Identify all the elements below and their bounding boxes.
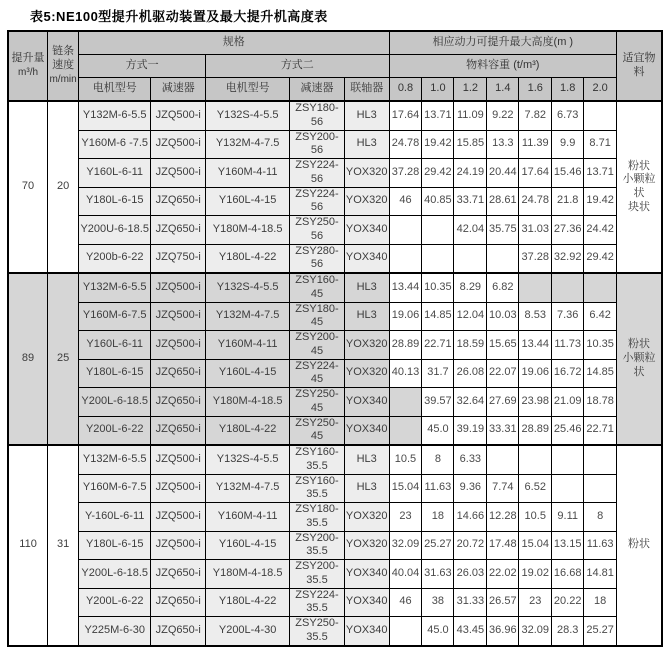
lift-cell: 70: [8, 101, 48, 273]
table-row: [8, 331, 662, 360]
table-header: [8, 31, 662, 101]
material-cell: [617, 273, 662, 445]
coupling-cell: YOX320: [344, 359, 389, 388]
table-row: [8, 388, 662, 417]
coupling-cell: YOX320: [344, 331, 389, 360]
height-value-cell: 19.06: [519, 359, 552, 388]
coupling-cell: YOX340: [344, 560, 389, 589]
table-row: [8, 187, 662, 216]
height-value-cell: 23.98: [519, 388, 552, 417]
height-value-cell: 8.53: [519, 302, 552, 331]
header-density-0.8: 0.8: [389, 78, 422, 102]
height-value-cell: 19.02: [519, 560, 552, 589]
height-value-cell: 20.22: [552, 588, 584, 617]
height-value-cell: 45.0: [422, 617, 454, 646]
height-value-cell: 12.04: [454, 302, 487, 331]
height-value-cell: [422, 244, 454, 273]
height-value-cell: [389, 388, 422, 417]
reducer1-cell: JZQ500-i: [151, 159, 206, 188]
height-value-cell: 35.75: [487, 216, 519, 245]
height-value-cell: 39.19: [454, 416, 487, 445]
height-value-cell: [584, 445, 617, 474]
height-value-cell: 7.82: [519, 101, 552, 130]
height-value-cell: 26.08: [454, 359, 487, 388]
table-row: [8, 101, 662, 130]
lift-cell: 89: [8, 273, 48, 445]
height-value-cell: [487, 445, 519, 474]
header-density-2.0: 2.0: [584, 78, 617, 102]
table-row: [8, 130, 662, 159]
motor1-cell: Y160L-6-11: [79, 159, 151, 188]
table-row: [8, 273, 662, 302]
height-value-cell: 32.64: [454, 388, 487, 417]
header-reducer2: 减速器: [290, 78, 345, 102]
height-value-cell: [584, 101, 617, 130]
height-value-cell: 9.9: [552, 130, 584, 159]
height-value-cell: 14.85: [422, 302, 454, 331]
reducer1-cell: JZQ500-i: [151, 474, 206, 503]
height-value-cell: 11.39: [519, 130, 552, 159]
motor1-cell: Y200L-6-18.5: [79, 560, 151, 589]
height-value-cell: 6.52: [519, 474, 552, 503]
height-value-cell: 40.04: [389, 560, 422, 589]
height-value-cell: 10.03: [487, 302, 519, 331]
motor2-cell: Y132M-4-7.5: [206, 302, 290, 331]
height-value-cell: 46: [389, 187, 422, 216]
height-value-cell: 45.0: [422, 416, 454, 445]
header-density-1.6: 1.6: [519, 78, 552, 102]
reducer2-cell: ZSY180-35.5: [290, 503, 345, 532]
height-value-cell: 19.42: [584, 187, 617, 216]
height-value-cell: 15.04: [389, 474, 422, 503]
motor1-cell: Y200L-6-22: [79, 416, 151, 445]
page-title: 表5:NE100型提升机驱动装置及最大提升机高度表: [30, 9, 328, 24]
reducer2-cell: ZSY160-35.5: [290, 445, 345, 474]
header-mode2: 方式二: [206, 55, 389, 78]
height-value-cell: 19.42: [422, 130, 454, 159]
table-row: [8, 617, 662, 646]
reducer2-cell: ZSY180-45: [290, 302, 345, 331]
table-row: [8, 416, 662, 445]
motor1-cell: Y160M-6-7.5: [79, 302, 151, 331]
header-chain-line1: 链条: [52, 45, 75, 58]
height-value-cell: [389, 617, 422, 646]
height-value-cell: 8.71: [584, 130, 617, 159]
height-value-cell: 13.71: [584, 159, 617, 188]
table-row: [8, 216, 662, 245]
reducer2-cell: ZSY250-56: [290, 216, 345, 245]
reducer1-cell: JZQ650-i: [151, 560, 206, 589]
header-mode1: 方式一: [79, 55, 206, 78]
motor1-cell: Y160L-6-11: [79, 331, 151, 360]
height-value-cell: 18.78: [584, 388, 617, 417]
height-value-cell: 16.68: [552, 560, 584, 589]
height-value-cell: 26.57: [487, 588, 519, 617]
motor1-cell: Y132M-6-5.5: [79, 273, 151, 302]
motor1-cell: Y132M-6-5.5: [79, 445, 151, 474]
material-line: 粉状: [628, 538, 651, 551]
reducer2-cell: ZSY200-56: [290, 130, 345, 159]
table-body: [8, 101, 662, 646]
coupling-cell: HL3: [344, 273, 389, 302]
coupling-cell: YOX320: [344, 503, 389, 532]
reducer1-cell: JZQ650-i: [151, 187, 206, 216]
table-row: [8, 302, 662, 331]
height-value-cell: 28.61: [487, 187, 519, 216]
height-value-cell: 40.85: [422, 187, 454, 216]
motor2-cell: Y160L-4-15: [206, 531, 290, 560]
coupling-cell: YOX320: [344, 159, 389, 188]
height-value-cell: 31.33: [454, 588, 487, 617]
height-value-cell: 17.48: [487, 531, 519, 560]
motor1-cell: Y-160L-6-11: [79, 503, 151, 532]
height-value-cell: 7.36: [552, 302, 584, 331]
height-value-cell: 37.28: [389, 159, 422, 188]
table-row: [8, 474, 662, 503]
header-chain-line2: 速度: [52, 59, 75, 72]
height-value-cell: 6.82: [487, 273, 519, 302]
header-density-1.0: 1.0: [422, 78, 454, 102]
height-value-cell: 23: [389, 503, 422, 532]
height-value-cell: 6.73: [552, 101, 584, 130]
height-value-cell: 20.72: [454, 531, 487, 560]
height-value-cell: 24.42: [584, 216, 617, 245]
material-line: 粉状: [628, 159, 651, 172]
height-value-cell: 18.59: [454, 331, 487, 360]
motor2-cell: Y132S-4-5.5: [206, 273, 290, 302]
height-value-cell: [519, 273, 552, 302]
material-line: 粉状: [628, 338, 651, 351]
height-value-cell: 25.46: [552, 416, 584, 445]
material-cell: [617, 101, 662, 273]
height-value-cell: 28.89: [389, 331, 422, 360]
height-value-cell: [552, 445, 584, 474]
header-spec: 规格: [79, 31, 389, 55]
height-value-cell: 10.35: [584, 331, 617, 360]
header-density-1.4: 1.4: [487, 78, 519, 102]
height-value-cell: [519, 445, 552, 474]
reducer2-cell: ZSY250-45: [290, 388, 345, 417]
header-reducer1: 减速器: [151, 78, 206, 102]
height-value-cell: 11.63: [584, 531, 617, 560]
reducer2-cell: ZSY200-45: [290, 331, 345, 360]
height-value-cell: 13.44: [519, 331, 552, 360]
height-value-cell: 24.19: [454, 159, 487, 188]
height-value-cell: 31.63: [422, 560, 454, 589]
height-value-cell: [422, 216, 454, 245]
motor2-cell: Y180M-4-18.5: [206, 216, 290, 245]
motor1-cell: Y200b-6-22: [79, 244, 151, 273]
height-value-cell: [552, 273, 584, 302]
reducer2-cell: ZSY280-56: [290, 244, 345, 273]
height-value-cell: 8.29: [454, 273, 487, 302]
height-value-cell: 19.06: [389, 302, 422, 331]
height-value-cell: 21.09: [552, 388, 584, 417]
height-value-cell: 28.89: [519, 416, 552, 445]
motor2-cell: Y200L-4-30: [206, 617, 290, 646]
height-value-cell: 18: [584, 588, 617, 617]
height-value-cell: 28.3: [552, 617, 584, 646]
coupling-cell: YOX340: [344, 416, 389, 445]
coupling-cell: HL3: [344, 474, 389, 503]
reducer1-cell: JZQ500-i: [151, 273, 206, 302]
header-lift: [8, 31, 48, 101]
header-coupling: 联轴器: [344, 78, 389, 102]
height-value-cell: 9.36: [454, 474, 487, 503]
motor2-cell: Y132M-4-7.5: [206, 474, 290, 503]
coupling-cell: HL3: [344, 130, 389, 159]
reducer2-cell: ZSY160-35.5: [290, 474, 345, 503]
table-row: [8, 359, 662, 388]
motor1-cell: Y160M-6 -7.5: [79, 130, 151, 159]
motor2-cell: Y160M-4-11: [206, 331, 290, 360]
motor2-cell: Y180L-4-22: [206, 244, 290, 273]
height-value-cell: 13.71: [422, 101, 454, 130]
reducer1-cell: JZQ500-i: [151, 101, 206, 130]
height-value-cell: 31.7: [422, 359, 454, 388]
height-value-cell: 13.15: [552, 531, 584, 560]
height-value-cell: 8: [422, 445, 454, 474]
height-value-cell: 24.78: [389, 130, 422, 159]
height-value-cell: 27.36: [552, 216, 584, 245]
height-value-cell: 6.33: [454, 445, 487, 474]
height-value-cell: 29.42: [584, 244, 617, 273]
reducer2-cell: ZSY180-56: [290, 101, 345, 130]
height-value-cell: 15.46: [552, 159, 584, 188]
motor2-cell: Y180M-4-18.5: [206, 388, 290, 417]
coupling-cell: YOX320: [344, 187, 389, 216]
reducer2-cell: ZSY200-35.5: [290, 560, 345, 589]
height-value-cell: 11.63: [422, 474, 454, 503]
height-value-cell: 26.03: [454, 560, 487, 589]
motor1-cell: Y180L-6-15: [79, 531, 151, 560]
coupling-cell: YOX340: [344, 388, 389, 417]
header-motor2: 电机型号: [206, 78, 290, 102]
motor1-cell: Y225M-6-30: [79, 617, 151, 646]
height-value-cell: 33.71: [454, 187, 487, 216]
table-row: [8, 560, 662, 589]
height-value-cell: 37.28: [519, 244, 552, 273]
material-cell: [617, 445, 662, 646]
height-value-cell: 15.65: [487, 331, 519, 360]
height-value-cell: 7.74: [487, 474, 519, 503]
speed-cell: 31: [48, 445, 79, 646]
height-value-cell: 17.64: [389, 101, 422, 130]
header-density-1.8: 1.8: [552, 78, 584, 102]
height-value-cell: 22.02: [487, 560, 519, 589]
coupling-cell: HL3: [344, 302, 389, 331]
height-value-cell: 8: [584, 503, 617, 532]
coupling-cell: YOX340: [344, 216, 389, 245]
height-value-cell: 31.03: [519, 216, 552, 245]
table-row: [8, 159, 662, 188]
height-value-cell: [389, 416, 422, 445]
header-lift-unit: m³/h: [18, 67, 39, 78]
height-value-cell: 40.13: [389, 359, 422, 388]
height-value-cell: 6.42: [584, 302, 617, 331]
height-value-cell: 39.57: [422, 388, 454, 417]
material-line: 小颗粒状: [622, 352, 656, 378]
motor2-cell: Y160L-4-15: [206, 359, 290, 388]
height-value-cell: 43.45: [454, 617, 487, 646]
motor2-cell: Y180L-4-22: [206, 416, 290, 445]
header-material-label: 适宜物料: [622, 52, 656, 78]
height-value-cell: 42.04: [454, 216, 487, 245]
height-value-cell: 14.66: [454, 503, 487, 532]
height-value-cell: 32.92: [552, 244, 584, 273]
height-value-cell: 11.73: [552, 331, 584, 360]
height-value-cell: 36.96: [487, 617, 519, 646]
height-value-cell: 9.22: [487, 101, 519, 130]
height-value-cell: 14.85: [584, 359, 617, 388]
motor2-cell: Y132S-4-5.5: [206, 445, 290, 474]
table-row: [8, 531, 662, 560]
coupling-cell: YOX340: [344, 617, 389, 646]
speed-cell: 25: [48, 273, 79, 445]
coupling-cell: YOX340: [344, 588, 389, 617]
reducer1-cell: JZQ650-i: [151, 617, 206, 646]
reducer2-cell: ZSY250-45: [290, 416, 345, 445]
table-row: [8, 244, 662, 273]
header-density: 物料容重 (t/m³): [389, 55, 617, 78]
height-value-cell: 10.35: [422, 273, 454, 302]
height-value-cell: [584, 474, 617, 503]
height-value-cell: 32.09: [519, 617, 552, 646]
speed-cell: 20: [48, 101, 79, 273]
height-value-cell: 23: [519, 588, 552, 617]
table-row: [8, 445, 662, 474]
reducer1-cell: JZQ750-i: [151, 244, 206, 273]
motor1-cell: Y180L-6-15: [79, 187, 151, 216]
motor2-cell: Y132S-4-5.5: [206, 101, 290, 130]
header-material: [617, 31, 662, 101]
reducer2-cell: ZSY224-56: [290, 187, 345, 216]
coupling-cell: HL3: [344, 101, 389, 130]
reducer1-cell: JZQ650-i: [151, 216, 206, 245]
reducer2-cell: ZSY160-45: [290, 273, 345, 302]
motor1-cell: Y180L-6-15: [79, 359, 151, 388]
reducer2-cell: ZSY200-35.5: [290, 531, 345, 560]
hoist-spec-table: [7, 30, 663, 647]
coupling-cell: HL3: [344, 445, 389, 474]
motor2-cell: Y160M-4-11: [206, 159, 290, 188]
table-row: [8, 503, 662, 532]
height-value-cell: 14.81: [584, 560, 617, 589]
reducer2-cell: ZSY224-45: [290, 359, 345, 388]
height-value-cell: 12.28: [487, 503, 519, 532]
height-value-cell: 22.71: [584, 416, 617, 445]
height-value-cell: 46: [389, 588, 422, 617]
motor2-cell: Y180L-4-22: [206, 588, 290, 617]
lift-cell: 110: [8, 445, 48, 646]
reducer1-cell: JZQ500-i: [151, 503, 206, 532]
height-value-cell: 22.07: [487, 359, 519, 388]
motor1-cell: Y132M-6-5.5: [79, 101, 151, 130]
material-line: 小颗粒状: [622, 173, 656, 199]
height-value-cell: 22.71: [422, 331, 454, 360]
height-value-cell: 38: [422, 588, 454, 617]
reducer1-cell: JZQ500-i: [151, 531, 206, 560]
reducer1-cell: JZQ650-i: [151, 588, 206, 617]
height-value-cell: 16.72: [552, 359, 584, 388]
height-value-cell: 10.5: [519, 503, 552, 532]
coupling-cell: YOX340: [344, 244, 389, 273]
reducer1-cell: JZQ500-i: [151, 331, 206, 360]
motor2-cell: Y160M-4-11: [206, 503, 290, 532]
height-value-cell: 13.3: [487, 130, 519, 159]
table-row: [8, 588, 662, 617]
header-max-height: 相应动力可提升最大高度(m ): [389, 31, 617, 55]
motor2-cell: Y132M-4-7.5: [206, 130, 290, 159]
motor1-cell: Y200L-6-18.5: [79, 388, 151, 417]
reducer1-cell: JZQ650-i: [151, 416, 206, 445]
height-value-cell: 32.09: [389, 531, 422, 560]
reducer1-cell: JZQ500-i: [151, 302, 206, 331]
height-value-cell: 20.44: [487, 159, 519, 188]
reducer1-cell: JZQ500-i: [151, 130, 206, 159]
reducer1-cell: JZQ500-i: [151, 445, 206, 474]
height-value-cell: [454, 244, 487, 273]
header-chain-unit: m/min: [49, 73, 77, 85]
height-value-cell: 18: [422, 503, 454, 532]
height-value-cell: 17.64: [519, 159, 552, 188]
reducer2-cell: ZSY224-35.5: [290, 588, 345, 617]
motor1-cell: Y200L-6-22: [79, 588, 151, 617]
material-line: 块状: [628, 200, 651, 213]
height-value-cell: 13.44: [389, 273, 422, 302]
height-value-cell: 15.04: [519, 531, 552, 560]
reducer2-cell: ZSY224-56: [290, 159, 345, 188]
header-density-1.2: 1.2: [454, 78, 487, 102]
motor2-cell: Y160L-4-15: [206, 187, 290, 216]
height-value-cell: [389, 244, 422, 273]
motor2-cell: Y180M-4-18.5: [206, 560, 290, 589]
height-value-cell: 24.78: [519, 187, 552, 216]
reducer1-cell: JZQ650-i: [151, 388, 206, 417]
reducer2-cell: ZSY250-35.5: [290, 617, 345, 646]
header-lift-label: 提升量: [11, 52, 45, 65]
height-value-cell: [487, 244, 519, 273]
height-value-cell: 9.11: [552, 503, 584, 532]
header-chain-speed: [48, 31, 79, 101]
height-value-cell: [584, 273, 617, 302]
height-value-cell: 21.8: [552, 187, 584, 216]
motor1-cell: Y200U-6-18.5: [79, 216, 151, 245]
height-value-cell: 11.09: [454, 101, 487, 130]
height-value-cell: 25.27: [584, 617, 617, 646]
reducer1-cell: JZQ650-i: [151, 359, 206, 388]
coupling-cell: YOX320: [344, 531, 389, 560]
height-value-cell: 29.42: [422, 159, 454, 188]
height-value-cell: 25.27: [422, 531, 454, 560]
motor1-cell: Y160M-6-7.5: [79, 474, 151, 503]
height-value-cell: [389, 216, 422, 245]
height-value-cell: 33.31: [487, 416, 519, 445]
height-value-cell: [552, 474, 584, 503]
header-motor1: 电机型号: [79, 78, 151, 102]
height-value-cell: 10.5: [389, 445, 422, 474]
height-value-cell: 27.69: [487, 388, 519, 417]
height-value-cell: 15.85: [454, 130, 487, 159]
